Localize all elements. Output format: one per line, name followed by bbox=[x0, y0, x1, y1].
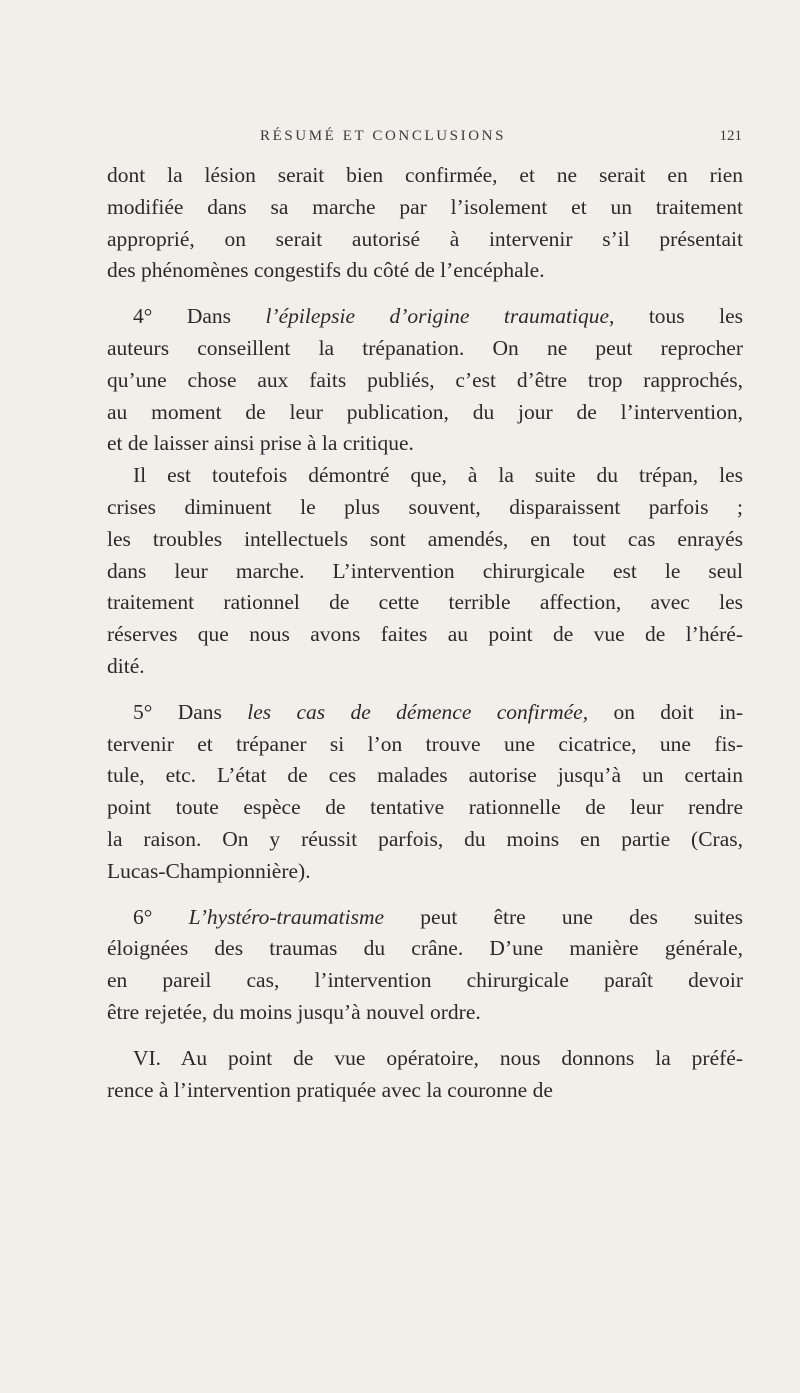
text-line: en pareil cas, l’intervention chirurgicale paraît devoir bbox=[107, 968, 743, 993]
text-line: Lucas-Championnière). bbox=[107, 858, 311, 883]
body-text bbox=[107, 160, 743, 1106]
paragraph bbox=[107, 1043, 743, 1107]
text-line: 4° Dans l’épilepsie d’origine traumatique, tous les bbox=[133, 304, 744, 329]
text-line: rence à l’intervention pratiquée avec la couronne de bbox=[107, 1077, 553, 1102]
text-line: les troubles intellectuels sont amendés, en tout cas enrayés bbox=[107, 526, 743, 551]
text-line: approprié, on serait autorisé à intervenir s’il présentait bbox=[107, 226, 743, 251]
text-line: réserves que nous avons faites au point de vue de l’héré- bbox=[107, 622, 743, 647]
text-line: Il est toutefois démontré que, à la suite du trépan, les bbox=[133, 463, 743, 488]
paragraph bbox=[107, 460, 743, 683]
text-line: la raison. On y réussit parfois, du moins en partie (Cras, bbox=[107, 826, 743, 851]
text-line: 6° L’hystéro-traumatisme peut être une des suites bbox=[133, 904, 744, 929]
item-number: 6° bbox=[133, 904, 153, 929]
item-number: 4° bbox=[133, 304, 153, 329]
text-line: traitement rationnel de cette terrible affection, avec les bbox=[107, 590, 743, 615]
text-line: des phénomènes congestifs du côté de l’encéphale. bbox=[107, 258, 545, 283]
text-line: être rejetée, du moins jusqu’à nouvel ordre. bbox=[107, 999, 481, 1024]
page-number: 121 bbox=[719, 128, 742, 144]
text-line: tervenir et trépaner si l’on trouve une cicatrice, une fis- bbox=[107, 731, 743, 756]
text-line: éloignées des traumas du crâne. D’une manière générale, bbox=[107, 936, 743, 961]
italic-term: L’hystéro-traumatisme bbox=[188, 904, 385, 929]
italic-term: l’épilepsie d’origine traumatique bbox=[265, 304, 610, 329]
running-title: RÉSUMÉ ET CONCLUSIONS bbox=[260, 128, 507, 144]
text-line: VI. Au point de vue opératoire, nous donnons la préfé- bbox=[133, 1045, 743, 1070]
text-line: qu’une chose aux faits publiés, c’est d’être trop rapprochés, bbox=[107, 367, 743, 392]
italic-term: les cas de démence confirmée, bbox=[247, 699, 589, 724]
text-line: dité. bbox=[107, 653, 145, 678]
item-number: 5° bbox=[133, 699, 153, 724]
text-line: crises diminuent le plus souvent, disparaissent parfois ; bbox=[107, 494, 743, 519]
text-line: dans leur marche. L’intervention chirurgicale est le seul bbox=[107, 558, 743, 583]
text-line: dont la lésion serait bien confirmée, et ne serait en rien bbox=[107, 163, 743, 187]
text-line: point toute espèce de tentative rationnelle de leur rendre bbox=[107, 795, 743, 820]
text-line: 5° Dans les cas de démence confirmée, on doit in- bbox=[133, 699, 743, 724]
paragraph bbox=[107, 301, 743, 460]
text-line: auteurs conseillent la trépanation. On ne peut reprocher bbox=[107, 335, 743, 360]
text-line: modifiée dans sa marche par l’isolement et un traitement bbox=[107, 194, 743, 219]
text-line: au moment de leur publication, du jour de l’intervention, bbox=[107, 399, 743, 424]
text-line: et de laisser ainsi prise à la critique. bbox=[107, 431, 414, 456]
text-line: tule, etc. L’état de ces malades autorise jusqu’à un certain bbox=[107, 763, 743, 788]
paragraph bbox=[107, 160, 743, 287]
paragraph bbox=[107, 697, 743, 888]
paragraph bbox=[107, 902, 743, 1029]
